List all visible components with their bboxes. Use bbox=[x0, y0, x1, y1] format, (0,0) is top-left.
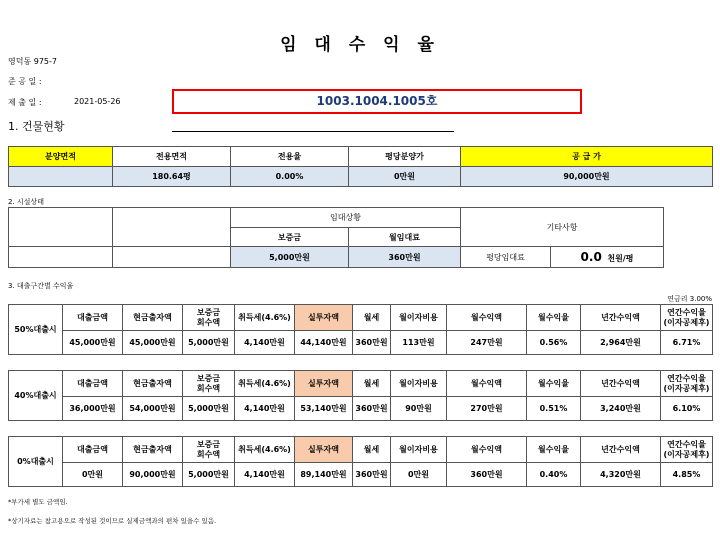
building-status-table bbox=[8, 146, 713, 187]
header-monthly-profit: 월수익액 bbox=[447, 371, 527, 397]
page-title: 임 대 수 익 율 bbox=[280, 35, 440, 55]
value-exclusive-rate: 0.00% bbox=[231, 167, 349, 187]
unit-number-box: 1003.1004.1005호 bbox=[172, 89, 582, 114]
value-monthly-rent: 360만원 bbox=[353, 463, 391, 487]
submit-date-value: 2021-05-26 bbox=[74, 97, 121, 106]
other-notes-header: 기타사항 bbox=[461, 208, 664, 247]
header-loan-amount: 대출금액 bbox=[63, 305, 123, 331]
underline-divider bbox=[172, 131, 454, 132]
deposit-header: 보증금 bbox=[231, 228, 349, 247]
header-deposit-recovery: 보증금 회수액 bbox=[183, 371, 235, 397]
value-deposit-recovery: 5,000만원 bbox=[183, 463, 235, 487]
header-monthly-rent: 월세 bbox=[353, 371, 391, 397]
value-monthly-interest: 0만원 bbox=[391, 463, 447, 487]
header-annual-yield: 연간수익율 (이자공제후) bbox=[661, 437, 713, 463]
value-deposit-recovery: 5,000만원 bbox=[183, 397, 235, 421]
value-monthly-interest: 113만원 bbox=[391, 331, 447, 355]
header-monthly-profit: 월수익액 bbox=[447, 437, 527, 463]
value-loan-amount: 36,000만원 bbox=[63, 397, 123, 421]
value-acquisition-tax: 4,140만원 bbox=[235, 463, 295, 487]
rent-per-pyeong-unit: 천원/평 bbox=[607, 254, 634, 263]
value-sale-area bbox=[9, 167, 113, 187]
value-annual-profit: 2,964만원 bbox=[581, 331, 661, 355]
header-monthly-rent: 월세 bbox=[353, 305, 391, 331]
deposit-value: 5,000만원 bbox=[231, 247, 349, 268]
monthly-rent-header: 월임대료 bbox=[349, 228, 461, 247]
header-actual-investment: 실투자액 bbox=[295, 437, 353, 463]
value-acquisition-tax: 4,140만원 bbox=[235, 397, 295, 421]
header-annual-yield: 연간수익율 (이자공제후) bbox=[661, 371, 713, 397]
value-monthly-interest: 90만원 bbox=[391, 397, 447, 421]
header-loan-amount: 대출금액 bbox=[63, 371, 123, 397]
note-vat: *부가세 별도 금액임. bbox=[8, 498, 68, 506]
header-supply-price: 공 급 가 bbox=[461, 147, 713, 167]
header-actual-investment: 실투자액 bbox=[295, 305, 353, 331]
value-monthly-rent: 360만원 bbox=[353, 331, 391, 355]
value-supply-price: 90,000만원 bbox=[461, 167, 713, 187]
header-monthly-interest: 월이자비용 bbox=[391, 371, 447, 397]
header-sale-area: 분양면적 bbox=[9, 147, 113, 167]
section1-title: 1. 건물현황 bbox=[8, 120, 65, 133]
header-cash-investment: 현금출자액 bbox=[123, 371, 183, 397]
value-cash-investment: 90,000만원 bbox=[123, 463, 183, 487]
value-annual-profit: 3,240만원 bbox=[581, 397, 661, 421]
rent-per-pyeong-label: 평당임대료 bbox=[461, 247, 551, 268]
value-actual-investment: 44,140만원 bbox=[295, 331, 353, 355]
rent-per-pyeong-cell bbox=[551, 247, 664, 268]
header-price-per-pyeong: 평당분양가 bbox=[349, 147, 461, 167]
loan-label: 0%대출시 bbox=[9, 437, 63, 487]
completion-date-label: 준 공 일 : bbox=[8, 77, 42, 86]
header-acquisition-tax: 취득세(4.6%) bbox=[235, 437, 295, 463]
value-monthly-yield: 0.40% bbox=[527, 463, 581, 487]
value-monthly-profit: 360만원 bbox=[447, 463, 527, 487]
header-acquisition-tax: 취득세(4.6%) bbox=[235, 305, 295, 331]
loan-label: 40%대출시 bbox=[9, 371, 63, 421]
value-exclusive-area: 180.64평 bbox=[113, 167, 231, 187]
header-monthly-yield: 월수익율 bbox=[527, 371, 581, 397]
value-cash-investment: 54,000만원 bbox=[123, 397, 183, 421]
facility-status-table bbox=[8, 207, 664, 268]
value-annual-yield: 6.71% bbox=[661, 331, 713, 355]
value-acquisition-tax: 4,140만원 bbox=[235, 331, 295, 355]
value-cash-investment: 45,000만원 bbox=[123, 331, 183, 355]
value-monthly-profit: 247만원 bbox=[447, 331, 527, 355]
header-loan-amount: 대출금액 bbox=[63, 437, 123, 463]
header-monthly-rent: 월세 bbox=[353, 437, 391, 463]
section3-title: 3. 대출구간별 수익율 bbox=[8, 282, 74, 290]
header-deposit-recovery: 보증금 회수액 bbox=[183, 437, 235, 463]
header-acquisition-tax: 취득세(4.6%) bbox=[235, 371, 295, 397]
value-actual-investment: 89,140만원 bbox=[295, 463, 353, 487]
loan-label: 50%대출시 bbox=[9, 305, 63, 355]
value-annual-yield: 6.10% bbox=[661, 397, 713, 421]
loan-table-50 bbox=[8, 304, 713, 355]
note-disclaimer: *상기자료는 참고용으로 작성된 것이므로 실제금액과의 편차 있을수 있음. bbox=[8, 517, 217, 525]
value-monthly-rent: 360만원 bbox=[353, 397, 391, 421]
header-cash-investment: 현금출자액 bbox=[123, 305, 183, 331]
value-loan-amount: 0만원 bbox=[63, 463, 123, 487]
value-monthly-profit: 270만원 bbox=[447, 397, 527, 421]
submit-date-label: 제 출 일 : bbox=[8, 98, 42, 107]
loan-table-40 bbox=[8, 370, 713, 421]
value-actual-investment: 53,140만원 bbox=[295, 397, 353, 421]
header-deposit-recovery: 보증금 회수액 bbox=[183, 305, 235, 331]
header-actual-investment: 실투자액 bbox=[295, 371, 353, 397]
header-annual-profit: 년간수익액 bbox=[581, 371, 661, 397]
address-text: 영덕동 975-7 bbox=[8, 57, 57, 66]
header-monthly-yield: 월수익율 bbox=[527, 305, 581, 331]
value-annual-profit: 4,320만원 bbox=[581, 463, 661, 487]
header-annual-profit: 년간수익액 bbox=[581, 305, 661, 331]
value-monthly-yield: 0.56% bbox=[527, 331, 581, 355]
lease-status-header: 임대상황 bbox=[231, 208, 461, 228]
interest-rate-note: 연금리 3.00% bbox=[667, 295, 712, 303]
rent-per-pyeong-value: 0.0 bbox=[580, 250, 602, 264]
monthly-rent-value: 360만원 bbox=[349, 247, 461, 268]
value-deposit-recovery: 5,000만원 bbox=[183, 331, 235, 355]
header-monthly-interest: 월이자비용 bbox=[391, 305, 447, 331]
header-monthly-interest: 월이자비용 bbox=[391, 437, 447, 463]
header-exclusive-rate: 전용율 bbox=[231, 147, 349, 167]
loan-table-0 bbox=[8, 436, 713, 487]
header-monthly-profit: 월수익액 bbox=[447, 305, 527, 331]
header-monthly-yield: 월수익율 bbox=[527, 437, 581, 463]
value-annual-yield: 4.85% bbox=[661, 463, 713, 487]
value-loan-amount: 45,000만원 bbox=[63, 331, 123, 355]
value-price-per-pyeong: 0만원 bbox=[349, 167, 461, 187]
header-annual-profit: 년간수익액 bbox=[581, 437, 661, 463]
section2-title: 2. 시설상태 bbox=[8, 198, 44, 206]
header-exclusive-area: 전용면적 bbox=[113, 147, 231, 167]
header-annual-yield: 연간수익율 (이자공제후) bbox=[661, 305, 713, 331]
value-monthly-yield: 0.51% bbox=[527, 397, 581, 421]
header-cash-investment: 현금출자액 bbox=[123, 437, 183, 463]
